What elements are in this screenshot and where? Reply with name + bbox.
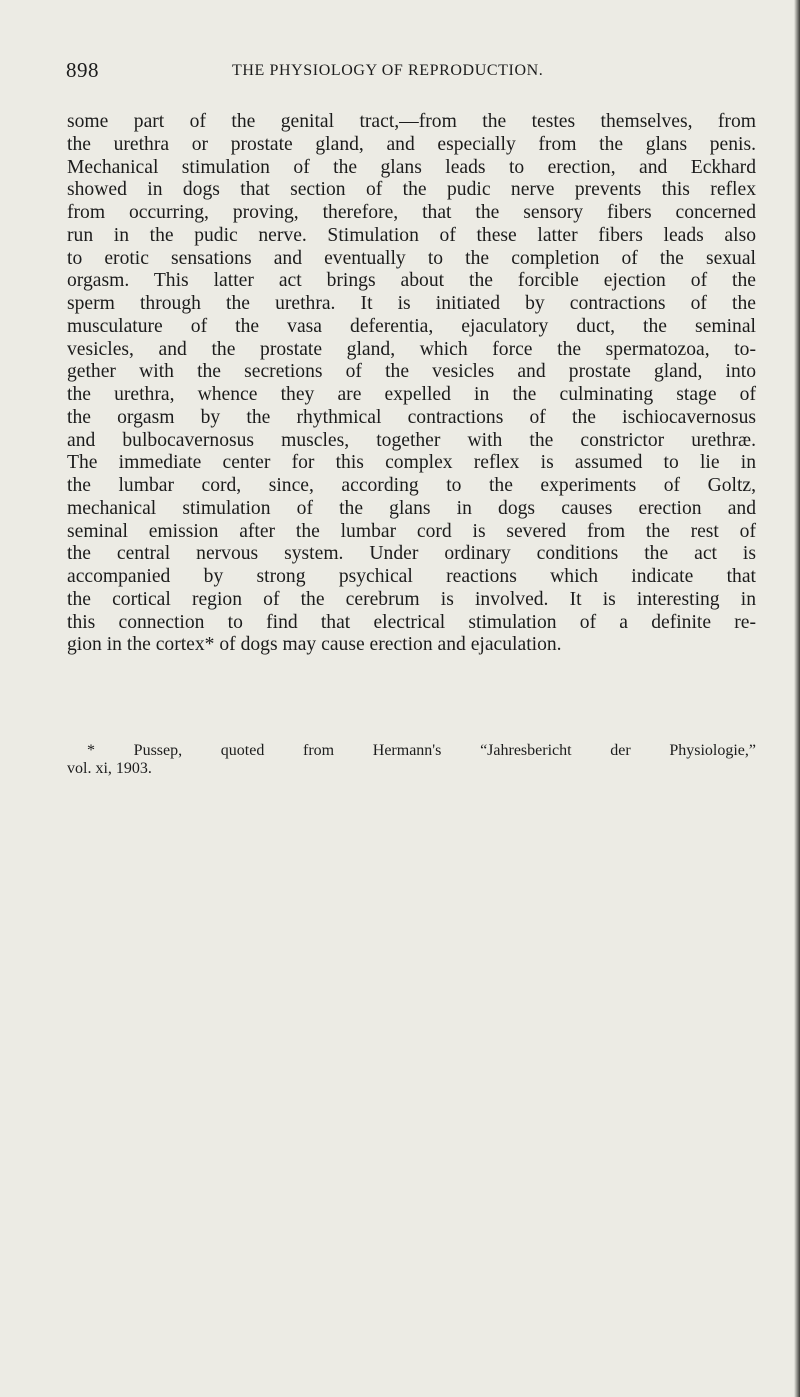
text-line: the orgasm by the rhythmical contractions of the ischiocavernosus xyxy=(67,406,756,428)
text-line: this connection to find that electrical stimulation of a definite re- xyxy=(67,611,756,633)
footnote-line: * Pussep, quoted from Hermann's “Jahresbericht der Physiologie,” xyxy=(87,742,756,759)
text-line: to erotic sensations and eventually to the completion of the sexual xyxy=(67,247,756,269)
text-line: from occurring, proving, therefore, that the sensory fibers concerned xyxy=(67,202,756,223)
text-line: Mechanical stimulation of the glans leads to erection, and Eckhard xyxy=(67,156,756,178)
text-line: the cortical region of the cerebrum is involved. It is interesting in xyxy=(67,588,756,610)
text-line: gether with the secretions of the vesicles and prostate gland, into xyxy=(67,361,756,383)
text-line: the central nervous system. Under ordinary conditions the act is xyxy=(67,543,756,565)
text-line: the urethra or prostate gland, and especially from the glans penis. xyxy=(67,133,756,155)
text-line: accompanied by strong psychical reactions which indicate that xyxy=(67,566,756,587)
text-line: the lumbar cord, since, according to the experiments of Goltz, xyxy=(67,475,756,496)
text-line: gion in the cortex* of dogs may cause erection and ejaculation. xyxy=(67,634,562,656)
text-line: vesicles, and the prostate gland, which force the spermatozoa, to- xyxy=(67,338,756,360)
text-line: musculature of the vasa deferentia, ejaculatory duct, the seminal xyxy=(67,315,756,337)
footnote-line: vol. xi, 1903. xyxy=(67,760,152,777)
text-line: mechanical stimulation of the glans in dogs causes erection and xyxy=(67,497,756,519)
text-line: some part of the genital tract,—from the testes themselves, from xyxy=(67,111,756,132)
page-number: 898 xyxy=(66,58,99,82)
page-edge-shadow xyxy=(794,0,800,1397)
text-line: seminal emission after the lumbar cord is severed from the rest of xyxy=(67,520,756,542)
running-head xyxy=(66,58,746,88)
text-line: sperm through the urethra. It is initiated by contractions of the xyxy=(67,293,756,314)
text-line: run in the pudic nerve. Stimulation of these latter fibers leads also xyxy=(67,224,756,246)
text-line: the urethra, whence they are expelled in the culminating stage of xyxy=(67,384,756,405)
body-paragraph xyxy=(67,111,756,657)
running-title: THE PHYSIOLOGY OF REPRODUCTION. xyxy=(232,62,544,79)
footnote xyxy=(67,742,756,778)
text-line: orgasm. This latter act brings about the forcible ejection of the xyxy=(67,270,756,292)
text-line: The immediate center for this complex reflex is assumed to lie in xyxy=(67,452,756,474)
text-line: showed in dogs that section of the pudic nerve prevents this reflex xyxy=(67,179,756,201)
text-line: and bulbocavernosus muscles, together with the constrictor urethræ. xyxy=(67,429,756,451)
